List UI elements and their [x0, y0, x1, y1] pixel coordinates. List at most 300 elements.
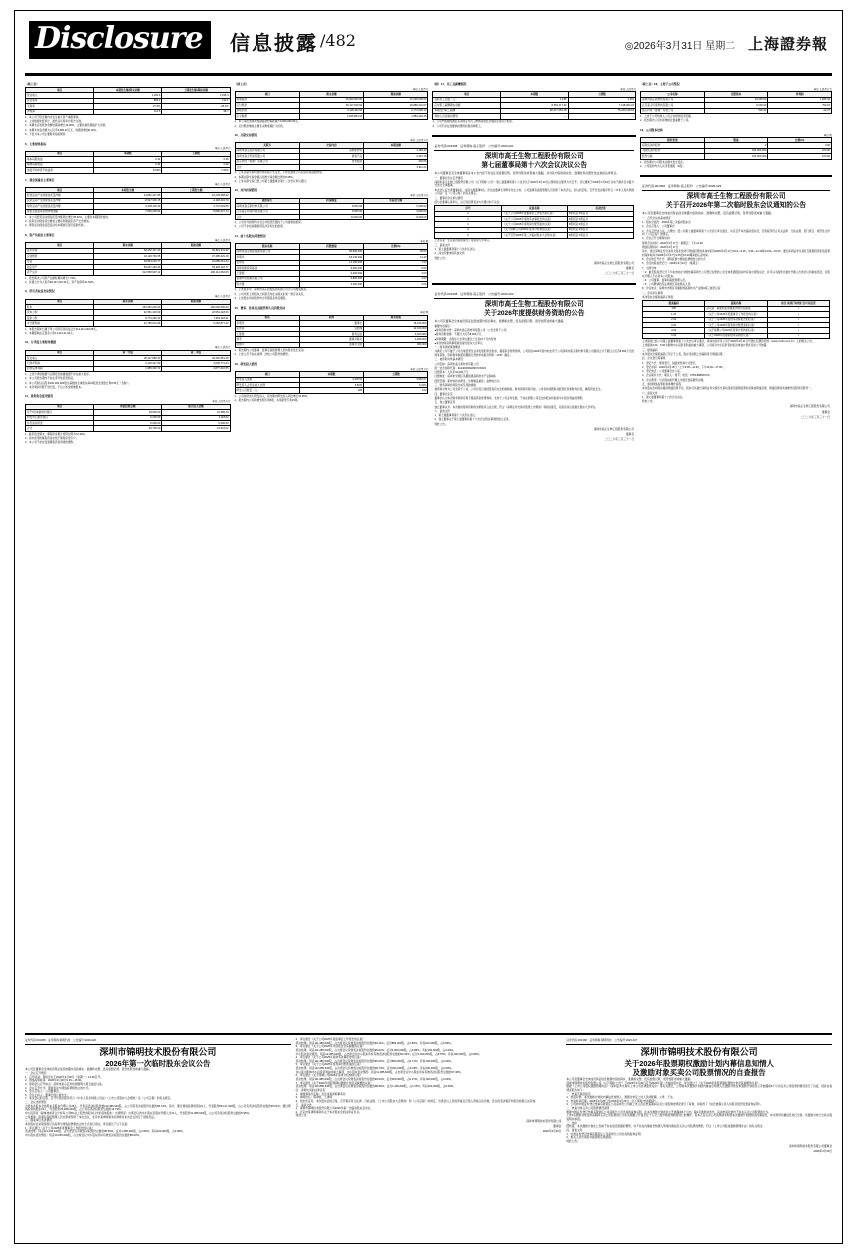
announcement-paragraph: 四、会议登记等事项 — [642, 357, 666, 361]
announcement-paragraph: 深圳市锦明技术股份有限公司（以下简称“公司”）于2026年3月30日召开2026年第一次临时股东会，审议通过了《关于2026年度股票期权激励计划及其摘要的议案》。 — [566, 1081, 762, 1085]
signature-org: 董事会 — [625, 266, 635, 270]
column-header: 项目 — [26, 299, 94, 304]
table-cell: 5 — [435, 233, 501, 238]
table-row — [235, 342, 428, 347]
table-cell: 5,000.00 — [162, 421, 230, 426]
announcement-code-line: 证券代码:001368 证券简称:高壬股份 公告编号:2026-021 — [434, 143, 514, 148]
masthead-page-number: /482 — [320, 31, 356, 50]
table-cell: 2,305,118.40 — [94, 204, 162, 209]
announcement-paragraph: 其中，通过深圳证券交易所交易系统进行网络投票的具体时间为2026年4月17日9:15—9:25，9:30—11:30和13:00—15:00；通过深圳证券交易所互联网投票系统投票的具体时间为2026年4月17日9:15至15:00期间的任意时间。 — [642, 250, 830, 257]
data-block — [235, 304, 429, 357]
table-cell: 经营活动产生的现金流量净额 — [26, 193, 94, 198]
announcement-paragraph: 一、会议召开情况 — [25, 1071, 47, 1075]
signature-company: 深圳市高壬生物工程股份有限公司 — [593, 427, 635, 431]
table-cell: 15,000,000.00 — [299, 97, 363, 102]
table-cell: 3,911.24 — [364, 165, 428, 170]
table-cell: 深圳市高壬控股集团有限公司 — [235, 249, 299, 254]
announcement-paragraph: 二、会议审议事项 — [642, 291, 663, 295]
announcement-code-line: 证券代码:001368 证券简称:高壬股份 公告编号:2026-022 — [434, 291, 514, 296]
table-cell: 资本公积 — [26, 310, 94, 315]
table-cell: 752.18 — [768, 103, 832, 108]
announcement-paragraph: 上述提案3.00、5.00为影响中小投资者利益的重大事项，公司将对中小投资者的表决单独计票并及时公开披露。 — [642, 344, 769, 348]
data-block — [235, 361, 429, 404]
block-caption: 9、所有者权益变动情况 — [25, 289, 55, 294]
table-cell: 312,558,907.41 — [94, 270, 162, 275]
announcement-paragraph: 表决结果：同意111,285,640股，占出席会议有效表决权股份总数的99.02%；反对1,000,000股，占0.89%；弃权100,000股，占0.09%。 — [295, 1048, 456, 1052]
table-cell: 13,000.00 — [299, 214, 363, 219]
table-cell: 《关于2026年度提供财务资助的议案》 — [705, 333, 767, 338]
announcement-paragraph: 2、核查时间范围：2025年9月25日至2026年3月25日（以下简称“核查期间”）。 — [566, 1099, 660, 1103]
table-cell: 29,402,551.18 — [162, 356, 230, 361]
announcement-paragraph: 2、登记时间：2026年4月15日（上午9:00—11:30，下午14:00—17:00）。 — [642, 365, 726, 369]
table-cell: 应付职工薪酬期末余额 — [433, 103, 501, 108]
table-cell: 4,118.62 — [162, 415, 230, 420]
announcement-paragraph: 一、核查范围及程序 — [566, 1092, 591, 1096]
table-cell: 500.00 — [704, 108, 768, 113]
block-caption: 11、募集资金使用情况 — [25, 394, 54, 399]
table-cell: 李明华 — [235, 321, 299, 326]
table-cell: 5,218,877.22 — [162, 321, 230, 326]
note-paragraph: 5、下表为本公司主要财务指标情况： — [25, 133, 68, 137]
table-row — [235, 165, 428, 170]
announcement-paragraph: 本次股东会向股东提供网络投票平台，股东可以通过深圳证券交易所交易系统或互联网投票系统参加网络投票，网络投票的具体操作流程详见附件一。 — [642, 387, 814, 391]
table-cell: √ — [767, 312, 829, 317]
table-cell: 总经理 — [299, 326, 363, 331]
table-unit: 单位:人民币万元 — [410, 367, 429, 371]
announcement-paragraph: 五、备查文件 — [295, 1103, 312, 1107]
table-cell: 2,877,410.55 — [162, 366, 230, 371]
table-cell: 《关于公司2025年度财务决算报告的议案》 — [705, 317, 767, 322]
masthead-meta — [625, 33, 828, 54]
data-table — [25, 350, 231, 373]
table-cell: 10,000.00 — [704, 97, 768, 102]
note-paragraph: 2、公司未知上述股东之间是否存在关联关系或一致行动关系。 — [234, 292, 307, 296]
table-cell: 2,005,884.31 — [299, 114, 363, 119]
column-header: 项目 — [26, 404, 94, 409]
announcement-paragraph: ●本次财务资助事项尚需提交股东大会审议 — [434, 341, 483, 345]
announcement — [432, 143, 636, 277]
table-cell: 总议案：除累积投票提案外的所有提案 — [705, 306, 767, 311]
announcement-paragraph: 五、参加网络投票的具体操作流程 — [642, 383, 681, 387]
table-cell: 张伟东 — [235, 260, 299, 265]
table-cell: 100 — [643, 306, 705, 311]
data-table — [25, 151, 231, 174]
table-cell: 12,160,000 — [299, 260, 363, 265]
table-cell: 香港中央结算有限公司 — [235, 276, 299, 281]
column-header: 期末余额 — [94, 243, 162, 248]
block-caption: 8、资产负债表主要项目 — [25, 232, 55, 237]
note-paragraph: 4、本次利润分配不送红股，不以公积金转增股本。 — [25, 385, 84, 389]
table-cell: 7,630,205.91 — [94, 209, 162, 214]
column-header: 期初余额 — [162, 243, 230, 248]
table-cell: √ — [767, 306, 829, 311]
table-cell: 合计 — [26, 426, 94, 431]
note-paragraph: 2、负债合计为人民币98,447,215.33元，资产负债率31.50%。 — [25, 280, 96, 284]
table-cell: 7,418,003.22 — [568, 103, 636, 108]
table-cell: 960,000 — [364, 342, 428, 347]
column-header: 项目 — [26, 243, 94, 248]
announcement-paragraph: 一、财务资助事项概述 — [434, 346, 461, 350]
table-cell: 筹资活动产生的现金流量净额 — [26, 204, 94, 209]
table-cell: 固定资产 — [26, 264, 94, 269]
table-cell: 4,118.52 — [299, 377, 363, 382]
signature-date: 二〇二六年三月三十一日 — [604, 438, 635, 442]
column-grid — [25, 81, 832, 1005]
table-cell: 1,035.4 — [162, 93, 230, 98]
signature-date: 2026年3月30日 — [542, 1130, 562, 1134]
announcement-paragraph: 1、核查对象：本次激励计划的内幕信息知情人、激励对象及上述人员的配偶、父母、子女。 — [566, 1096, 676, 1100]
table-cell: 25,880,331.07 — [364, 103, 428, 108]
table-row — [26, 109, 231, 114]
announcement-paragraph: 根据中国证券登记结算有限责任公司深圳分公司出具的查询证明，在本次激励计划首次公开披露前6个月内，除1名激励对象外，其余核查对象均不存在买卖公司股票的行为。 — [566, 1110, 771, 1114]
note-paragraph: 4、本期末存货余额为人民币3,685.42万元，较期初增加8.12%。 — [25, 128, 99, 132]
table-unit: 单位:人民币元 — [214, 183, 231, 187]
table-cell: 10,236,558.92 — [162, 193, 230, 198]
announcement-lead: 本公司及董事会全体成员保证信息披露内容的真实、准确和完整，没有虚假记载、误导性陈述或重大遗漏。 — [25, 1068, 152, 1072]
announcement-paragraph: 经核查，本次激励计划在公告前不存在信息泄露的情形，亦不存在内幕信息知情人利用内幕信息买卖公司股票的情形，符合《上市公司股权激励管理办法》的有关规定。 — [566, 1125, 766, 1129]
table-cell: -6,118,204.73 — [162, 198, 230, 203]
table-cell: 张伟东 — [235, 326, 299, 331]
note-paragraph: 2、报告期内公司未新增或处置重要子公司。 — [640, 119, 691, 123]
column-3 — [432, 81, 636, 1005]
table-cell: 《关于公司2025年度利润分配预案的议案》 — [501, 222, 567, 227]
table-cell: 1 — [435, 211, 501, 216]
note-paragraph: 1、公司对外担保均为对合并报表范围内子公司提供的担保。 — [234, 221, 304, 225]
table-cell: 36,854,203.77 — [94, 259, 162, 264]
announcement-title: 深圳市高壬生物工程股份有限公司 — [484, 301, 584, 309]
column-header: 上期数 — [364, 372, 428, 377]
table-cell: 投资活动产生的现金流量净额 — [26, 198, 94, 203]
column-header: 交易内容 — [299, 143, 363, 148]
announcement-paragraph: 1、第七届董事局第十六次会议决议。 — [642, 395, 685, 399]
announcement-disclaimer: 本公司及董事会全体成员保证信息披露内容的真实、准确和完整，没有虚假记载、误导性陈述或重大遗漏。 — [434, 318, 566, 323]
announcement-paragraph: 1、召开时间：现场会议于2026年3月30日（星期一）14:30召开。 — [25, 1075, 103, 1079]
note-paragraph: 3、本公司不存在变更募集资金用途的情形。 — [25, 441, 76, 445]
announcement-paragraph: ●财务资助对象：深圳市高壬新材料有限公司（公司全资子公司） — [434, 328, 509, 332]
block-caption: 10、分季度主要财务数据 — [25, 340, 57, 345]
table-cell: 54,930,118.77 — [162, 264, 230, 269]
note-paragraph: 2、应付账款增加主要系采购规模扩大所致。 — [234, 124, 286, 128]
note-paragraph: 3、筹资活动现金流量变动系本期偿还银行借款所致。 — [25, 224, 87, 228]
announcement-title: 2026年第一次临时股东会议公告 — [105, 1058, 211, 1068]
table-cell: 28,117,640.52 — [299, 103, 363, 108]
announcement-paragraph: 出席本次股东会的股东及股东代理人共28人，代表有表决权股份数112,385,640股，占公司有表决权股份总数的58.74%。其中，通过现场投票的股东9人，代表股份86,117,320股，占公司有表决权股份总数的45.01%；通过网络投票的股东19人，代表股份26,268,320股，占公司有表决权股份总数的13.73%。 — [25, 1104, 291, 1112]
table-cell: 6.00 — [364, 265, 428, 270]
divider — [432, 283, 636, 285]
block-caption: （续上表） — [234, 82, 249, 87]
announcement-paragraph: 1、第七届董事局第十六次会议决议。 — [434, 248, 478, 252]
table-unit: 单位:人民币元 — [214, 238, 231, 242]
column-header: 公司名称 — [641, 92, 705, 97]
column-header: 期末余额 — [299, 92, 363, 97]
data-table — [432, 91, 636, 119]
announcement-paragraph: （1）截至股权登记日下午收市时在中国结算深圳分公司登记在册的公司全体普通股股东均有权出席股东会，并可以书面形式委托代理人出席会议和参加表决，该股东代理人不必是本公司股东。 — [642, 271, 830, 278]
table-cell: 《关于公司2025年度董事会工作报告的议案》 — [501, 211, 567, 216]
signature-org: 董事会 — [553, 1124, 562, 1128]
table-cell: 赵国平 — [235, 342, 299, 347]
table-cell: 0.32 — [94, 157, 162, 162]
note-paragraph: 2、本期关联交易金额占同类交易金额比例为8.35%。 — [234, 175, 296, 179]
table-cell: 290,114,662.05 — [162, 270, 230, 275]
announcement-code-line: 证券代码:001368 证券简称:高壬股份 公告编号:2026-023 — [642, 184, 722, 189]
agenda-table — [642, 300, 830, 339]
table-cell: 7.60 — [364, 260, 428, 265]
column-header: 关联方 — [235, 143, 299, 148]
divider — [25, 1044, 291, 1045]
table-cell: 100.00 — [768, 148, 832, 153]
announcement-paragraph: 六、备查文件 — [434, 409, 450, 413]
announcement-paragraph: 董事会认为本次财务资助有利于提高资金使用效率，支持子公司业务发展，不存在损害公司及全体股东特别是中小股东利益的情形。 — [434, 396, 585, 400]
table-cell: 34,085,661.40 — [162, 259, 230, 264]
announcement-paragraph: 3、公司向中国证券登记结算有限责任公司深圳分公司就上述人员在核查期间买卖公司股票的情况进行了查询，并取得了《信息披露义务人持股及股份变更查询证明》。 — [566, 1103, 763, 1107]
table-cell: 12,385.40 — [162, 410, 230, 415]
table-cell: 1,280,000 — [364, 337, 428, 342]
announcement-paragraph: 表决结果：同意111,485,640股，占出席会议有效表决权股份总数的99.20%；反对800,000股，占0.71%；弃权100,000股，占0.09%。 — [295, 1059, 454, 1063]
table-cell: 112.5 — [94, 109, 162, 114]
announcement-paragraph: 三、提案编码 — [642, 348, 658, 352]
table-cell: 3.00 — [364, 276, 428, 281]
column-header: 上期数 — [568, 92, 636, 97]
table-cell: 研发人员数量（人） — [235, 388, 299, 393]
table-row — [26, 321, 231, 326]
note-paragraph: 1、本公司报告期末短期借款较期初减少6,000,000.00元。 — [234, 120, 301, 124]
table-cell: 深圳市高壬新材料有限公司 — [641, 97, 705, 102]
note-paragraph: 1、截至报告期末，募集资金累计使用比例为72.40%。 — [25, 432, 88, 436]
announcement-title: 深圳市高壬生物工程股份有限公司 — [484, 153, 584, 161]
table-cell: 418.66 — [364, 159, 428, 164]
column-header: 股份类别 — [641, 138, 705, 143]
table-cell: 29,700.00 — [94, 426, 162, 431]
announcement — [432, 291, 636, 443]
table-cell: 营业收入 — [26, 93, 94, 98]
note-paragraph: 1、公司严格按照国家有关规定为员工缴纳各项社会保险及住房公积金。 — [432, 120, 515, 124]
table-cell: 《关于续聘公司2026年度审计机构的议案》 — [705, 328, 767, 333]
data-block — [25, 339, 231, 390]
announcement-paragraph: 中小股东表决情况：同意10,285,640股，占出席会议中小股东所持有效表决权股份总数的90.33%；反对1,000,000股，占8.78%；弃权100,000股，占0.89%。 — [295, 1052, 482, 1056]
table-cell: 0.28 — [162, 157, 230, 162]
table-cell: 4 — [435, 227, 501, 232]
announcement-paragraph: 2、律师姓名：陈律师、王律师 — [295, 1096, 333, 1100]
data-table — [235, 91, 429, 119]
announcement-paragraph: 注册资本：人民币10,000万元 — [434, 371, 469, 375]
table-cell: 应收账款 — [26, 254, 94, 259]
announcement-paragraph: 7、出席对象： — [642, 266, 660, 270]
announcement-paragraph: 经营范围：新材料技术研发；生物制品销售；货物进出口。 — [434, 379, 502, 383]
table-cell: 监事会主席 — [299, 342, 363, 347]
table-row — [26, 209, 231, 214]
table-cell: 股份总数 — [641, 154, 705, 159]
announcement-paragraph: 四、律师出具的法律意见 — [295, 1088, 326, 1092]
table-cell: 6.31% — [364, 383, 428, 388]
announcement-paragraph: ●资助期限：自股东大会审议通过之日起12个月内有效 — [434, 337, 496, 341]
column-header: 本期数 — [299, 372, 363, 377]
table-cell: 160,000,000.00 — [94, 305, 162, 310]
vote-table — [434, 205, 634, 239]
announcement-paragraph: 表决结果：同意112,085,640股，占出席会议有效表决权股份总数的99.73%；反对200,000股，占0.18%；弃权100,000股，占0.09%。 — [295, 1067, 454, 1071]
announcement-paragraph: 四、董事会意见 — [434, 392, 453, 396]
announcement-paragraph: 表决结果：同意111,386,640股，占出席会议有效表决权股份总数的99.11%；反对899,000股，占0.80%；弃权100,000股，占0.09%。 — [295, 1041, 454, 1045]
block-caption: （续上表） — [25, 82, 39, 87]
table-cell: 5,200.00 — [364, 204, 428, 209]
table-cell: 4,772,093.55 — [162, 204, 230, 209]
announcement-paragraph: 6、会议主持人：董事长周立新先生。 — [25, 1093, 70, 1097]
table-cell: 4.00 — [364, 271, 428, 276]
note-paragraph: 2、公司不存在逾期担保及涉及诉讼的担保。 — [234, 225, 286, 229]
table-cell: 58,207,449.06 — [94, 264, 162, 269]
data-block — [235, 81, 429, 129]
table-cell: 深圳市高壬贸易有限公司 — [235, 154, 299, 159]
note-paragraph: 3、本公司拟以总股本160,000,000股为基数向全体股东每10股派发现金红利0.50元（含税）。 — [25, 381, 131, 385]
table-cell: 1,052 — [568, 97, 636, 102]
note-paragraph: 2、公司股份均为人民币普通股（A股）。 — [640, 164, 686, 168]
note-paragraph: 2、公司不存在需要承担费用的离退休职工。 — [432, 124, 484, 128]
announcement-paragraph: 本次股东会提案编码示例表： — [642, 296, 676, 300]
announcement-title: 及激励对象买卖公司股票情况的自查报告 — [632, 1068, 766, 1078]
announcement-paragraph: 1、审议通过《关于公司2025年度董事会工作报告的议案》 — [25, 1126, 95, 1130]
table-unit: 单位:股 — [823, 133, 832, 137]
table-cell: 32,551,418.09 — [162, 310, 230, 315]
table-cell: -8,527,330.15 — [94, 198, 162, 203]
block-caption: （续上表）18、主要子公司情况 — [640, 82, 680, 87]
table-unit: 单位:股 — [420, 239, 429, 243]
table-cell: 技术服务 — [299, 159, 363, 164]
table-cell: 存货 — [26, 259, 94, 264]
data-block — [25, 393, 231, 445]
table-cell: 8,890,447.74 — [162, 209, 230, 214]
column-header: 持股数量 — [299, 244, 363, 249]
table-cell: 高壬科技（香港）有限公司 — [235, 159, 299, 164]
note-paragraph: 2、上述人员不存在质押、冻结公司股份的情形。 — [234, 353, 291, 357]
column-header: 上期发生额/期初余额 — [162, 87, 230, 92]
announcement-paragraph: 统一社会信用代码：91440300MA5FXXXX1K — [434, 366, 487, 370]
data-block — [25, 232, 231, 285]
table-cell: 18,240,000 — [299, 255, 363, 260]
announcement-paragraph: 2、网络投票时间：2026年3月30日9:15—15:00。 — [25, 1079, 84, 1083]
table-cell: 扣非后净利润 — [26, 366, 94, 371]
column-header: 期末余额 — [94, 299, 162, 304]
data-block — [25, 81, 231, 137]
announcement-code-line: 证券代码:001368 证券简称:锦明科技 公告编号:2026-027 — [566, 1039, 638, 1042]
table-cell: 深圳创新投资基金 — [235, 265, 299, 270]
table-cell: 6,400,000 — [299, 271, 363, 276]
table-cell: 8,200.00 — [364, 214, 428, 219]
column-header: 比例(%) — [364, 244, 428, 249]
announcement-paragraph: 为满足公司下属子公司日常经营及业务发展的资金需求，提高资金使用效率，公司拟在2026年度内向全资子公司深圳市高壬新材料有限公司提供合计不超过人民币8,000万元的财务资助，资助利率参照同期银行贷款市场报价利率（LPR）确定。 — [434, 350, 635, 357]
table-cell: 7,652,118.41 — [162, 315, 230, 320]
note-paragraph: 1、报告期末公司资产总额较期初增长7.74%。 — [25, 276, 78, 280]
data-table — [25, 242, 231, 276]
column-header: 第二季度 — [162, 350, 230, 355]
announcement-paragraph: 本次股东会采取现场记名投票与网络投票相结合的方式进行表决，审议通过了以下议案： — [25, 1122, 130, 1126]
announcement-paragraph: 本次会议应出席董事9名，实际出席董事9名。会议由董事长李明华先生主持，公司监事及高级管理人员列席了本次会议。会议的召集、召开及表决程序符合《中华人民共和国公司法》及《公司章程》的有关规定。 — [434, 188, 635, 196]
announcement-paragraph: 6、会议的股权登记日：2026年4月10日（星期五） — [642, 262, 701, 266]
table-cell: 1,182.6 — [94, 93, 162, 98]
data-table — [235, 371, 429, 394]
table-cell: 0.00 — [768, 143, 832, 148]
announcement-paragraph: 根据《上市公司股权激励管理办法》《深圳证券交易所上市公司自律监管指引》等有关规定，公司就本次激励计划的内幕信息知情人及激励对象在本激励计划首次公开披露前6个月内买卖公司股票的情况进行了自查，现将自查情况报告如下： — [566, 1085, 833, 1092]
table-cell: 21,000,000.00 — [364, 97, 428, 102]
block-caption: 15、董事、监事及高级管理人员持股变动 — [234, 305, 286, 310]
table-cell: 18,500.00 — [94, 410, 162, 415]
data-block — [235, 187, 429, 230]
column-header: 项目 — [433, 92, 501, 97]
data-table — [25, 404, 231, 432]
table-row — [641, 108, 832, 113]
column-4 — [640, 81, 832, 1005]
announcement-paragraph: 8、会议地点：深圳市光明区凤凰街道高新技术产业园A栋三楼会议室 — [642, 287, 721, 291]
announcement-paragraph: 3、现场会议召开地点：深圳市南山区科技园锦明大厦五楼会议室。 — [25, 1082, 105, 1086]
table-row — [26, 168, 231, 173]
table-cell: 陈志强 — [235, 282, 299, 287]
announcement-paragraph: 独立董事认为：本次提供财务资助的决策程序合法合规，符合《深圳证券交易所股票上市规则》等相关规定，同意将该议案提交股东大会审议。 — [434, 405, 598, 409]
column-header: 项目 — [26, 151, 94, 156]
table-cell: 研发中心建设项目 — [26, 415, 94, 420]
table-cell: 营业成本 — [26, 98, 94, 103]
signature-company: 深圳市高壬生物工程股份有限公司 — [789, 405, 830, 409]
table-cell: 7.92% — [162, 168, 230, 173]
table-cell: 12,160,000 — [364, 326, 428, 331]
announcement-paragraph: 3、登记地点：公司董事会办公室。 — [642, 370, 683, 374]
column-header: 序号 — [435, 206, 501, 211]
table-cell: 应交税费 — [235, 114, 299, 119]
column-header: 本期发生额 — [94, 187, 162, 192]
announcement-paragraph: 1、股东会届次：2026年第二次临时股东会 — [642, 221, 691, 225]
announcement-paragraph: 特此公告。 — [295, 1114, 310, 1118]
table-cell: 8.65% — [94, 168, 162, 173]
table-cell: 32,551,418.09 — [94, 310, 162, 315]
table-cell: 100.00 — [768, 154, 832, 159]
data-block — [25, 177, 231, 229]
table-cell: 研发投入占营业收入比例 — [235, 383, 299, 388]
announcement-paragraph: 5、会议召集人：公司董事会。 — [25, 1090, 62, 1094]
table-cell: 《关于公司2025年度财务决算报告的议案》 — [501, 216, 567, 221]
table-cell: 1,985,330.72 — [94, 366, 162, 371]
table-cell: 无限售条件股份 — [641, 148, 705, 153]
table-row — [435, 233, 634, 238]
table-cell: 9票同意 0票反对 — [567, 233, 633, 238]
data-table — [235, 315, 429, 349]
divider — [434, 150, 634, 151]
table-cell: 6,200.00 — [94, 415, 162, 420]
table-cell: 股本 — [26, 305, 94, 310]
announcement-paragraph: （3）公司聘请的见证律师及其他相关人员。 — [642, 283, 693, 287]
table-cell: 预收款项 — [235, 108, 299, 113]
table-unit: 单位:人民币元 — [214, 295, 231, 299]
column-header: 第一季度 — [94, 350, 162, 355]
note-paragraph: 2、投资活动现金流出增加主要系购建固定资产支出增加。 — [25, 220, 92, 224]
table-row — [26, 366, 231, 371]
note-paragraph: 2、尚未使用的募集资金存放于募集资金专户。 — [25, 436, 79, 440]
data-block — [235, 233, 429, 302]
announcement-paragraph: 1、律师事务所名称：北京市某律师事务所 — [295, 1092, 346, 1096]
divider — [432, 135, 636, 137]
table-row — [26, 270, 231, 275]
column-header: 上期发生额 — [162, 187, 230, 192]
column-2 — [235, 81, 429, 1005]
table-cell: 9票同意 0票反对 — [567, 222, 633, 227]
announcement-paragraph: 1、登记方式：现场登记、信函或传真方式登记。 — [642, 361, 698, 365]
announcement-code-line: 证券代码:001368 证券简称:锦明科技 公告编号:2026-026 — [25, 1039, 96, 1042]
signature-date: 二〇二六年三月三十一日 — [800, 415, 830, 419]
masthead-section-title: 信息披露 — [230, 33, 318, 55]
table-cell: 本期支付职工薪酬 — [433, 108, 501, 113]
note-paragraph: 1、本报告期末归属于母公司所有者权益合计214,111,692.08元。 — [25, 327, 99, 331]
note-paragraph: 3、上述股东所持股份均为无限售条件流通股。 — [234, 297, 288, 301]
announcement-paragraph: 表决结果：同意110,885,640股，占出席会议有效表决权股份总数的98.66%；反对1,400,000股，占1.25%；弃权100,000股，占0.09%。 — [295, 1085, 456, 1089]
table-row — [641, 154, 832, 159]
table-cell: 28.3% — [162, 104, 230, 109]
table-cell: 稀释每股收益 — [26, 162, 94, 167]
